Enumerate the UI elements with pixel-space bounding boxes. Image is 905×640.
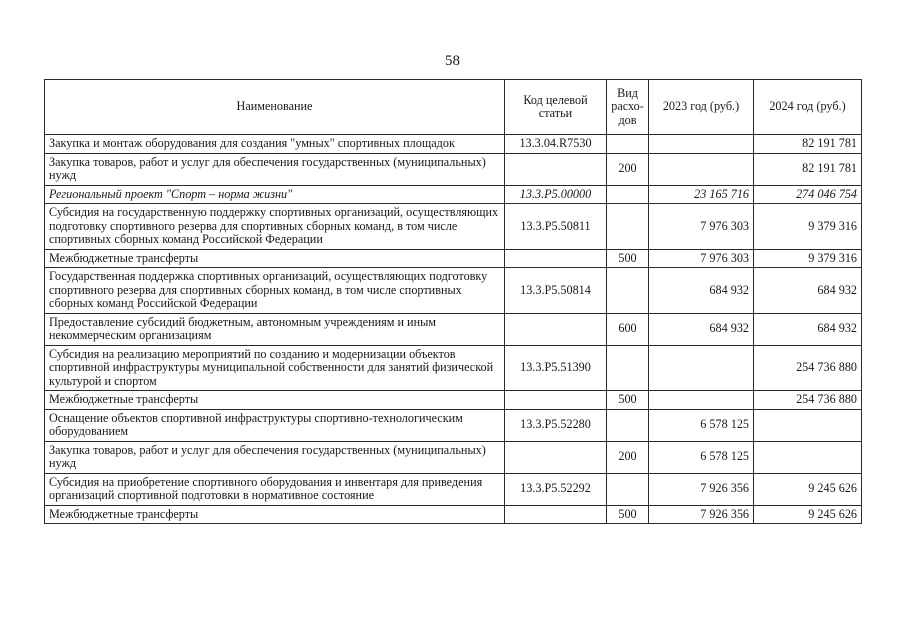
header-2023: 2023 год (руб.) <box>649 80 754 135</box>
table-row <box>45 473 862 505</box>
cell-2023 <box>649 391 754 410</box>
table-row <box>45 185 862 204</box>
cell-2024: 274 046 754 <box>754 185 862 204</box>
cell-2024 <box>754 441 862 473</box>
table-row <box>45 441 862 473</box>
cell-kind <box>607 204 649 250</box>
cell-2023 <box>649 135 754 154</box>
header-name: Наименование <box>45 80 505 135</box>
cell-2024: 9 245 626 <box>754 505 862 524</box>
cell-2023: 6 578 125 <box>649 441 754 473</box>
cell-2024: 82 191 781 <box>754 135 862 154</box>
cell-2024: 254 736 880 <box>754 391 862 410</box>
cell-kind: 500 <box>607 249 649 268</box>
table-row <box>45 409 862 441</box>
table-row <box>45 268 862 314</box>
header-2024: 2024 год (руб.) <box>754 80 862 135</box>
cell-code <box>505 391 607 410</box>
cell-name: Закупка товаров, работ и услуг для обеспечения государственных (муниципальных) нужд <box>45 153 505 185</box>
table-row <box>45 313 862 345</box>
table-body <box>45 135 862 524</box>
cell-code <box>505 313 607 345</box>
cell-kind <box>607 473 649 505</box>
cell-name: Государственная поддержка спортивных организаций, осуществляющих подготовку спортивного резерва для спортивных сборных команд, в том числе спортивных сборных команд Российской Федерации <box>45 268 505 314</box>
table-row <box>45 204 862 250</box>
header-code: Код целевой статьи <box>505 80 607 135</box>
cell-name: Межбюджетные трансферты <box>45 249 505 268</box>
cell-2023: 23 165 716 <box>649 185 754 204</box>
cell-code: 13.3.P5.50814 <box>505 268 607 314</box>
cell-2023: 7 976 303 <box>649 204 754 250</box>
table-row <box>45 345 862 391</box>
cell-2024: 684 932 <box>754 313 862 345</box>
header-kind: Вид расхо-дов <box>607 80 649 135</box>
cell-name: Закупка товаров, работ и услуг для обеспечения государственных (муниципальных) нужд <box>45 441 505 473</box>
cell-name: Региональный проект "Спорт – норма жизни" <box>45 185 505 204</box>
cell-name: Субсидия на приобретение спортивного оборудования и инвентаря для приведения организаций спортивной подготовки в нормативное состояние <box>45 473 505 505</box>
cell-name: Субсидия на государственную поддержку спортивных организаций, осуществляющих подготовку спортивного резерва для спортивных сборных команд, в том числе спортивных сборных команд Российской Федерации <box>45 204 505 250</box>
cell-2024: 82 191 781 <box>754 153 862 185</box>
cell-name: Субсидия на реализацию мероприятий по созданию и модернизации объектов спортивной инфраструктуры муниципальной собственности для занятий физической культурой и спортом <box>45 345 505 391</box>
table-row <box>45 135 862 154</box>
cell-code: 13.3.P5.50811 <box>505 204 607 250</box>
cell-2024: 9 379 316 <box>754 204 862 250</box>
cell-kind: 200 <box>607 153 649 185</box>
cell-2023 <box>649 345 754 391</box>
cell-2024: 684 932 <box>754 268 862 314</box>
cell-kind <box>607 268 649 314</box>
cell-kind: 500 <box>607 391 649 410</box>
cell-code <box>505 249 607 268</box>
budget-table <box>44 79 862 524</box>
cell-2023: 684 932 <box>649 268 754 314</box>
table-row <box>45 505 862 524</box>
cell-name: Закупка и монтаж оборудования для создания "умных" спортивных площадок <box>45 135 505 154</box>
cell-code: 13.3.P5.00000 <box>505 185 607 204</box>
cell-2024: 254 736 880 <box>754 345 862 391</box>
page-number: 58 <box>445 53 460 69</box>
cell-code: 13.3.P5.52280 <box>505 409 607 441</box>
cell-2024: 9 379 316 <box>754 249 862 268</box>
cell-2023: 7 926 356 <box>649 473 754 505</box>
table-row <box>45 249 862 268</box>
cell-code <box>505 441 607 473</box>
cell-name: Предоставление субсидий бюджетным, автономным учреждениям и иным некоммерческим организациям <box>45 313 505 345</box>
cell-2024 <box>754 409 862 441</box>
cell-kind <box>607 345 649 391</box>
cell-code <box>505 153 607 185</box>
cell-2023: 684 932 <box>649 313 754 345</box>
cell-kind: 200 <box>607 441 649 473</box>
cell-kind: 500 <box>607 505 649 524</box>
header-row <box>45 80 862 135</box>
cell-name: Оснащение объектов спортивной инфраструктуры спортивно-технологическим оборудованием <box>45 409 505 441</box>
cell-2023: 7 926 356 <box>649 505 754 524</box>
cell-2024: 9 245 626 <box>754 473 862 505</box>
cell-kind <box>607 185 649 204</box>
cell-2023 <box>649 153 754 185</box>
cell-kind <box>607 135 649 154</box>
cell-code: 13.3.04.R7530 <box>505 135 607 154</box>
cell-code: 13.3.P5.52292 <box>505 473 607 505</box>
cell-kind <box>607 409 649 441</box>
cell-name: Межбюджетные трансферты <box>45 505 505 524</box>
table-header <box>45 80 862 135</box>
table-row <box>45 391 862 410</box>
cell-2023: 7 976 303 <box>649 249 754 268</box>
cell-kind: 600 <box>607 313 649 345</box>
table-row <box>45 153 862 185</box>
cell-2023: 6 578 125 <box>649 409 754 441</box>
cell-code: 13.3.P5.51390 <box>505 345 607 391</box>
cell-code <box>505 505 607 524</box>
cell-name: Межбюджетные трансферты <box>45 391 505 410</box>
